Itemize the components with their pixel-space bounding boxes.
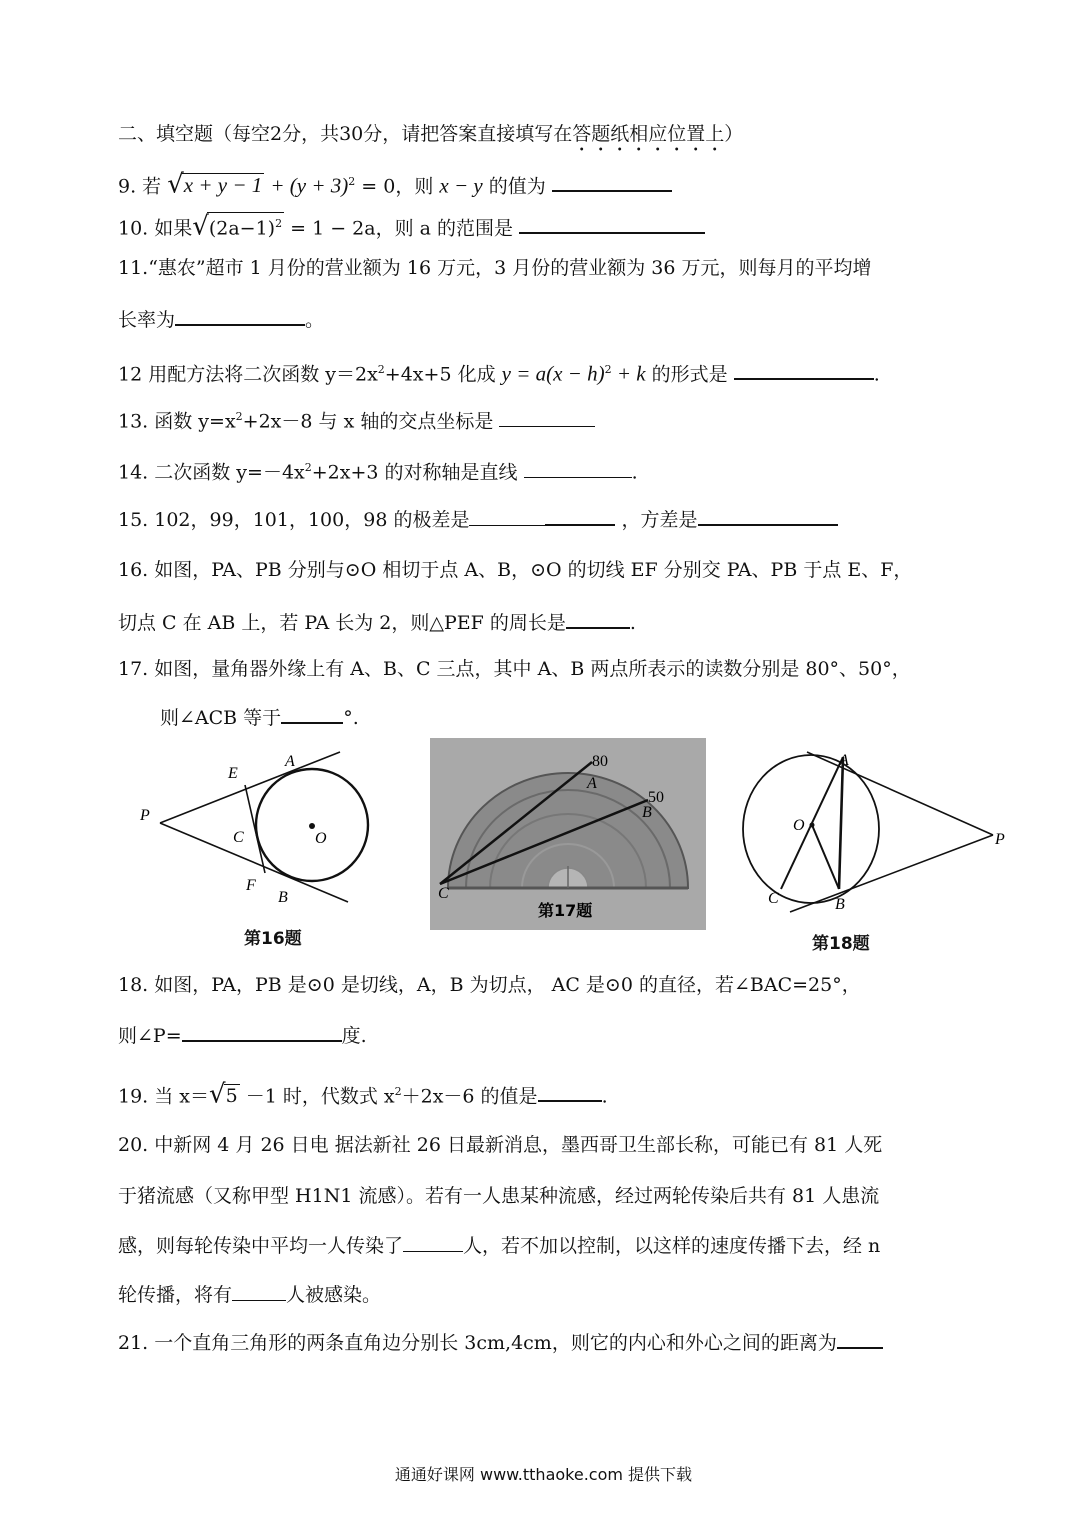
- label-b: B: [278, 889, 288, 906]
- label-o: O: [315, 830, 327, 847]
- question-16-line2: 切点 C 在 AB 上，若 PA 长为 2，则△PEF 的周长是 .: [118, 609, 636, 635]
- label-a: A: [587, 775, 597, 792]
- figure-16-diagram: [130, 740, 380, 915]
- question-20-line2: 于猪流感（又称甲型 H1N1 流感）。若有一人患某种流感，经过两轮传染后共有 81 人患流: [118, 1185, 880, 1207]
- answer-blank[interactable]: [469, 507, 545, 526]
- question-17-line2: 则∠ACB 等于 °.: [160, 704, 359, 730]
- section-header: 二、填空题（每空2分，共30分，请把答案直接填写在答题纸相应位置上）: [118, 123, 744, 145]
- label-b: B: [642, 804, 652, 821]
- label-c: C: [233, 829, 244, 846]
- answer-blank[interactable]: [182, 1022, 342, 1042]
- radical-sign-icon: √: [209, 1079, 226, 1110]
- label-p: P: [140, 807, 150, 824]
- question-21: 21. 一个直角三角形的两条直角边分别长 3cm,4cm，则它的内心和外心之间的距离为: [118, 1329, 883, 1355]
- question-16-line1: 16. 如图，PA、PB 分别与⊙O 相切于点 A、B，⊙O 的切线 EF 分别交 PA、PB 于点 E、F，: [118, 559, 913, 581]
- emphasis-text: 答题纸相应位置上: [572, 123, 725, 145]
- label-b: B: [835, 896, 845, 913]
- question-18-line1: 18. 如图，PA，PB 是⊙0 是切线，A，B 为切点， AC 是⊙0 的直径，若∠BAC=25°，: [118, 974, 861, 996]
- figure-17-protractor: [430, 738, 706, 930]
- question-11-line2: 长率为 。: [118, 306, 324, 332]
- reading-80: 80: [592, 753, 608, 770]
- label-c: C: [438, 885, 449, 902]
- answer-blank[interactable]: [281, 704, 343, 724]
- label-a: A: [839, 752, 849, 769]
- answer-blank[interactable]: [698, 506, 838, 526]
- figure-16-caption: 第16题: [244, 929, 302, 949]
- question-9: 9. 若 $√x + y - 1 + (y + 3)^2 = 0$，则 x − y 的值为: [118, 170, 672, 198]
- page-footer: 通通好课网 www.tthaoke.com 提供下载: [394, 1465, 693, 1484]
- question-18-line2: 则∠P= 度.: [118, 1022, 367, 1048]
- answer-blank[interactable]: [232, 1282, 286, 1301]
- question-12: 12 用配方法将二次函数 $y=2x^2+4x+5$ 化成 $y = a(x - h)^2 + k$ 的形式是 .: [118, 361, 880, 386]
- question-20-line4: 轮传播，将有 人被感染。: [118, 1284, 382, 1306]
- answer-blank[interactable]: [175, 306, 305, 326]
- label-o: O: [793, 817, 805, 834]
- answer-blank[interactable]: [552, 172, 672, 192]
- question-19: 19. 当 x＝√5 －1 时，代数式 $x^2+2x-6$ 的值是 .: [118, 1079, 608, 1110]
- label-p: P: [995, 831, 1005, 848]
- answer-blank[interactable]: [566, 609, 630, 629]
- reading-50: 50: [648, 789, 664, 806]
- question-15: 15. 102，99，101，100，98 的极差是 ，方差是: [118, 506, 838, 532]
- radical-sign-icon: √: [192, 211, 209, 242]
- answer-blank[interactable]: [499, 408, 595, 427]
- answer-blank[interactable]: [403, 1233, 463, 1252]
- question-11-line1: 11.“惠农”超市 1 月份的营业额为 16 万元，3 月份的营业额为 36 万元，则每月的平均增: [118, 257, 872, 279]
- label-c: C: [768, 890, 779, 907]
- answer-blank[interactable]: [538, 1082, 602, 1102]
- question-14: 14. 二次函数 $y=-4x^2+2x+3$ 的对称轴是直线 .: [118, 461, 638, 484]
- question-20-line1: 20. 中新网 4 月 26 日电 据法新社 26 日最新消息，墨西哥卫生部长称，可能已有 81 人死: [118, 1134, 883, 1156]
- figure-18-diagram: [735, 745, 1015, 920]
- label-e: E: [228, 765, 238, 782]
- label-a: A: [285, 753, 295, 770]
- figure-17-caption: 第17题: [538, 901, 593, 920]
- question-10: 10. 如果$√(2a-1)^2 = 1 - 2a$，则 a 的范围是: [118, 212, 705, 240]
- question-13: 13. 函数 $y=x^2+2x-8$ 与 x 轴的交点坐标是: [118, 405, 595, 433]
- question-17-line1: 17. 如图，量角器外缘上有 A、B、C 三点，其中 A、B 两点所表示的读数分别是 80°、50°，: [118, 658, 911, 680]
- question-20-line3: 感，则每轮传染中平均一人传染了 人，若不加以控制，以这样的速度传播下去，经 n: [118, 1235, 881, 1257]
- answer-blank[interactable]: [837, 1329, 883, 1349]
- answer-blank[interactable]: [519, 214, 705, 234]
- figure-18-caption: 第18题: [812, 934, 870, 954]
- answer-blank[interactable]: [524, 459, 632, 478]
- answer-blank[interactable]: [545, 506, 615, 526]
- label-f: F: [246, 877, 256, 894]
- radical-sign-icon: √: [167, 169, 184, 200]
- answer-blank[interactable]: [734, 360, 874, 380]
